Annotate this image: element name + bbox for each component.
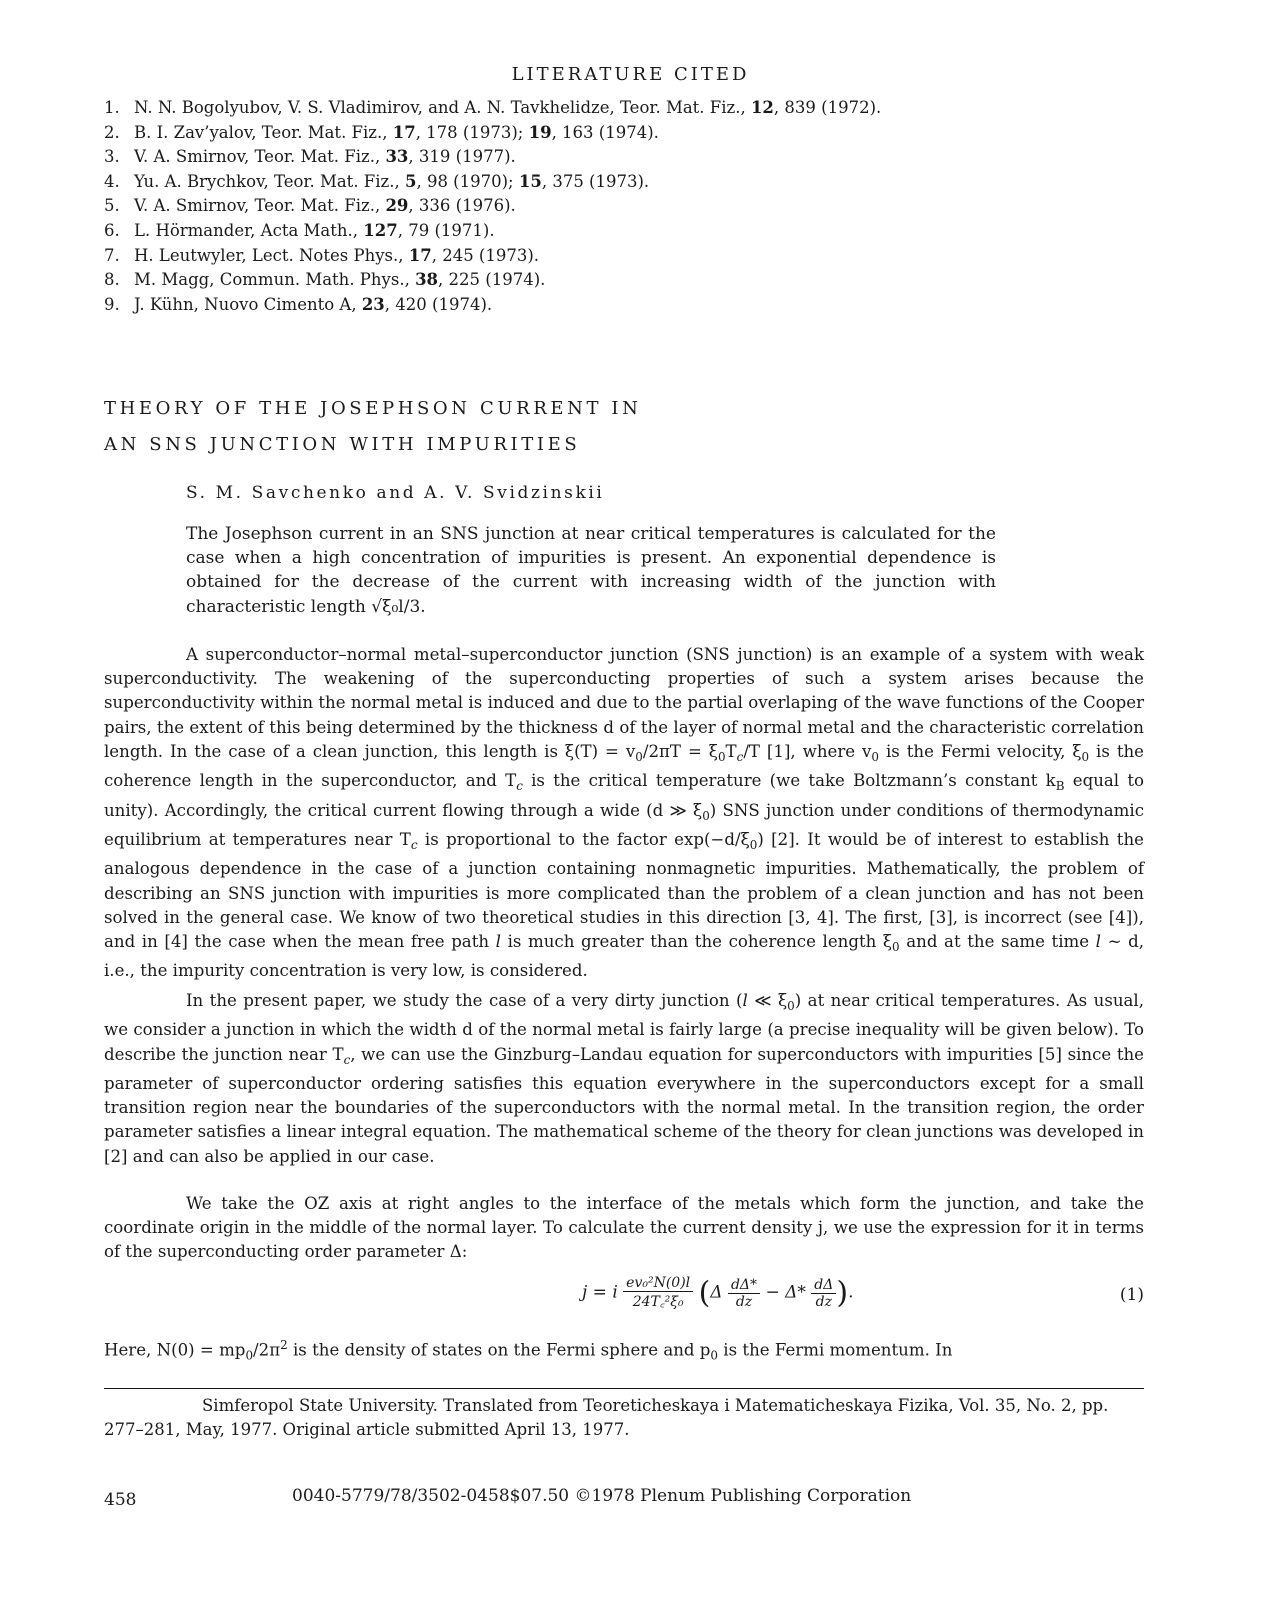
- reference-item: 1. N. N. Bogolyubov, V. S. Vladimirov, and A. N. Tavkhelidze, Teor. Mat. Fiz., 12, 839 (1972).: [104, 98, 882, 117]
- prefactor-fraction: $\frac{\text{ev₀²N(0)l}}{\text{24T꜀²ξ₀}}$: [623, 1275, 693, 1311]
- equation-number: (1): [1119, 1285, 1144, 1305]
- article-title-line-1: THEORY OF THE JOSEPHSON CURRENT IN: [104, 398, 642, 419]
- page-number: 458: [104, 1490, 137, 1510]
- body-paragraph-4: Here, $N(0) = mp_0/2\pi^2$ is the density of states on the Fermi sphere and $p_0$ is the Fermi momentum. In: [104, 1338, 953, 1363]
- literature-cited-heading: LITERATURE CITED: [511, 64, 750, 85]
- reference-item: 3. V. A. Smirnov, Teor. Mat. Fiz., 33, 319 (1977).: [104, 147, 516, 167]
- footnote-divider: [104, 1388, 1144, 1389]
- article-title-line-2: AN SNS JUNCTION WITH IMPURITIES: [104, 434, 581, 455]
- reference-item: 8. M. Magg, Commun. Math. Phys., 38, 225 (1974).: [104, 270, 546, 290]
- reference-item: 5. V. A. Smirnov, Teor. Mat. Fiz., 29, 336 (1976).: [104, 196, 516, 216]
- reference-item: 7. H. Leutwyler, Lect. Notes Phys., 17, 245 (1973).: [104, 245, 540, 265]
- publisher-imprint: 0040-5779/78/3502-0458$07.50 ©1978 Plenum Publishing Corporation: [292, 1486, 912, 1506]
- article-authors: S. M. Savchenko and A. V. Svidzinskii: [186, 483, 605, 503]
- reference-item: 6. L. Hörmander, Acta Math., 127, 79 (1971).: [104, 220, 495, 240]
- reference-item: 9. J. Kühn, Nuovo Cimento A, 23, 420 (1974).: [104, 294, 493, 314]
- derivative-fraction: $\frac{d\Delta*}{dz}$: [728, 1277, 760, 1310]
- equation-1: [104, 1273, 1144, 1321]
- reference-item: 4. Yu. A. Brychkov, Teor. Mat. Fiz., 5, 98 (1970); 15, 375 (1973).: [104, 171, 650, 191]
- derivative-fraction: $\frac{d\Delta}{dz}$: [811, 1277, 836, 1310]
- reference-item: 2. B. I. Zav’yalov, Teor. Mat. Fiz., 17, 178 (1973); 19, 163 (1974).: [104, 122, 659, 142]
- abstract-formula: √ξ₀l/3: [371, 596, 421, 617]
- abstract: The Josephson current in an SNS junction at near critical temperatures is calculated for the case when a high concentration of impurities is present. An exponential dependence is obtained for the decrease of the current with increasing width of the junction with characteristic length √ξ₀l/3.: [186, 524, 996, 617]
- body-paragraph-3: We take the OZ axis at right angles to the interface of the metals which form the junction, and take the coordinate origin in the middle of the normal layer. To calculate the current density j, we use the expression for it in terms of the superconducting order parameter Δ:: [104, 1194, 1144, 1262]
- reference-list: [104, 96, 1104, 317]
- body-paragraph-2: In the present paper, we study the case of a very dirty junction (l ≪ $\xi_0$) at near critical temperatures. As usual, we consider a junction in which the width d of the normal metal is fairly large (a precise inequality will be given below). To describe the junction near $T_c$, we can use the Ginzburg–Landau equation for superconductors with impurities [5] since the parameter of superconductor ordering satisfies this equation everywhere in the superconductors except for a small transition region near the boundaries of the superconductors with the normal metal. In the transition region, the order parameter satisfies a linear integral equation. The mathematical scheme of the theory for clean junctions was developed in [2] and can also be applied in our case.: [104, 991, 1145, 1166]
- footnote: Simferopol State University. Translated from Teoreticheskaya i Matematicheskaya Fizika, Vol. 35, No. 2, pp. 277–281, May, 1977. Original article submitted April 13, 1977.: [104, 1396, 1109, 1439]
- body-paragraph-1: A superconductor–normal metal–superconductor junction (SNS junction) is an example of a system with weak superconductivity. The weakening of the superconducting properties of such a system arises because the superconductivity within the normal metal is induced and due to the partial overlaping of the wave functions of the Cooper pairs, the extent of this being determined by the thickness d of the layer of normal metal and the characteristic correlation length. In the case of a clean junction, this length is $\xi(T) = v_0/2\pi T = \xi_0T_c/T$ [1], where $v_0$ is the Fermi velocity, $\xi_0$ is the coherence length in the superconductor, and $T_c$ is the critical temperature (we take Boltzmann’s constant $k_B$ equal to unity). Accordingly, the critical current flowing through a wide (d ≫ $\xi_0$) SNS junction under conditions of thermodynamic equilibrium at temperatures near $T_c$ is proportional to the factor $\exp(-d/\xi_0)$ [2]. It would be of interest to establish the analogous dependence in the case of a junction containing nonmagnetic impurities. Mathematically, the problem of describing an SNS junction with impurities is more complicated than the problem of a clean junction and has not been solved in the general case. We know of two theoretical studies in this direction [3, 4]. The first, [3], is incorrect (see [4]), and in [4] the case when the mean free path l is much greater than the coherence length $\xi_0$ and at the same time l ~ d, i.e., the impurity concentration is very low, is considered.: [104, 645, 1145, 981]
- equation-body: j = i $\frac{\text{ev₀²N(0)l}}{\text{24T꜀²ξ₀}}$ (Δ $\frac{d\Delta*}{dz}$ − Δ* $\frac{d\Delta}{dz}$ ).: [582, 1275, 854, 1311]
